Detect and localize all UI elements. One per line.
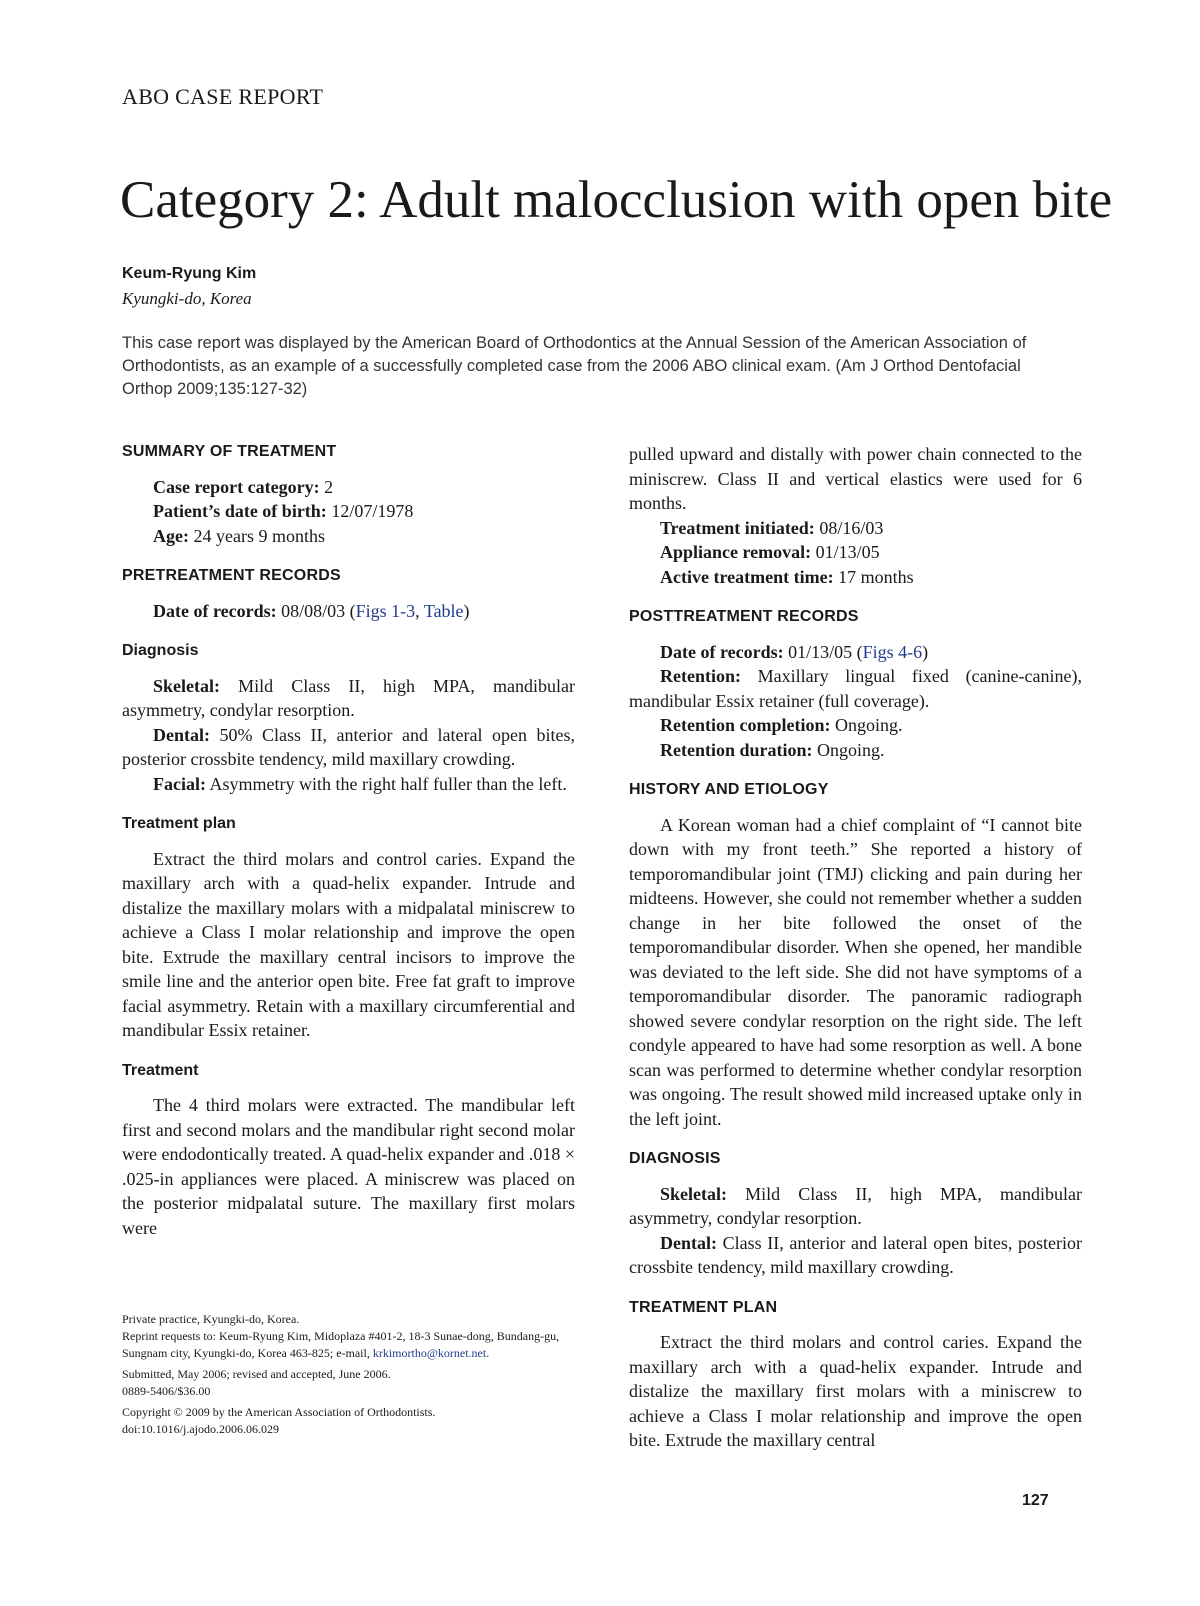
page-number: 127 bbox=[1022, 1492, 1049, 1509]
posttreatment-retention: Retention: Maxillary lingual fixed (canine-canine), mandibular Essix retainer (full coverage). bbox=[629, 666, 1082, 711]
right-column bbox=[629, 442, 1082, 1453]
summary-category: Case report category: 2 bbox=[153, 476, 334, 497]
active-treatment-time: Active treatment time: 17 months bbox=[660, 566, 914, 587]
footnotes bbox=[122, 1311, 577, 1438]
diagnosis-heading: DIAGNOSIS bbox=[629, 1150, 721, 1167]
diagnosis-dental-right: Dental: Class II, anterior and lateral open bites, posterior crossbite tendency, mild maxillary crowding. bbox=[629, 1232, 1082, 1277]
diagnosis-facial: Facial: Asymmetry with the right half fuller than the left. bbox=[153, 773, 567, 794]
treatment-initiated: Treatment initiated: 08/16/03 bbox=[660, 517, 884, 538]
history-text: A Korean woman had a chief complaint of “I cannot bite down with my front teeth.” She reported a history of temporomandibular joint (TMJ) clicking and pain during her midteens. However, she could not remember whether a sudden change in her bite followed the onset of the temporomandibular disorder. When she opened, her mandible was deviated to the left side. She did not have symptoms of a temporomandibular disorder. The panoramic radiograph showed severe condylar resorption on the right side. The left condyle appeared to have had some resorption as well. A bone scan was performed to determine whether condylar resorption was ongoing. The result showed mild increased uptake only in the left joint. bbox=[629, 814, 1082, 1129]
diagnosis-skeletal: Skeletal: Mild Class II, high MPA, mandibular asymmetry, condylar resorption. bbox=[122, 675, 575, 720]
footnote-reprint: Reprint requests to: Keum-Ryung Kim, Midoplaza #401-2, 18-3 Sunae-dong, Bundang-gu, Sungnam city, Kyungki-do, Korea 463-825; e-mail, krkimortho@kornet.net. bbox=[122, 1329, 560, 1360]
treatment-plan-heading: TREATMENT PLAN bbox=[629, 1298, 778, 1316]
author-name: Keum-Ryung Kim bbox=[122, 265, 257, 282]
treatment-plan-right-text: Extract the third molars and control caries. Expand the maxillary arch with a quad-helix expander. Intrude and distalize the maxillary first molars with a miniscrew to achieve a Class I molar relationship and improve the open bite. Extrude the maxillary central bbox=[629, 1332, 1082, 1450]
email-link[interactable]: krkimortho@kornet.net bbox=[372, 1346, 487, 1360]
figs-1-3-link[interactable]: Figs 1-3 bbox=[355, 600, 416, 621]
article-title: Category 2: Adult malocclusion with open bite bbox=[120, 171, 1113, 229]
history-heading: HISTORY AND ETIOLOGY bbox=[629, 781, 829, 798]
retention-duration: Retention duration: Ongoing. bbox=[660, 739, 885, 760]
summary-age: Age: 24 years 9 months bbox=[153, 525, 325, 546]
footnote-copyright: Copyright © 2009 by the American Association of Orthodontists. bbox=[122, 1405, 436, 1419]
posttreatment-heading: POSTTREATMENT RECORDS bbox=[629, 608, 859, 625]
pretreatment-date: Date of records: 08/08/03 (Figs 1-3, Table) bbox=[153, 600, 470, 621]
appliance-removal: Appliance removal: 01/13/05 bbox=[660, 542, 880, 562]
treatment-plan-text: Extract the third molars and control caries. Expand the maxillary arch with a quad-helix expander. Intrude and distalize the maxillary molars with a midpalatal miniscrew to achieve a Class I molar relationship and improve the open bite. Extrude the maxillary central incisors to improve the smile line and the anterior open bite. Free fat graft to improve facial asymmetry. Retain with a maxillary circumferential and mandibular Essix retainer. bbox=[122, 848, 575, 1040]
figs-4-6-link[interactable]: Figs 4-6 bbox=[862, 641, 923, 662]
summary-heading: SUMMARY OF TREATMENT bbox=[122, 443, 337, 460]
treatment-subheading: Treatment bbox=[122, 1061, 199, 1079]
diagnosis-subheading: Diagnosis bbox=[122, 642, 199, 659]
header-label: ABO CASE REPORT bbox=[122, 84, 324, 109]
treatment-plan-subheading: Treatment plan bbox=[122, 815, 236, 832]
pretreatment-heading: PRETREATMENT RECORDS bbox=[122, 567, 341, 584]
treatment-continued-text: pulled upward and distally with power chain connected to the miniscrew. Class II and vertical elastics were used for 6 months. bbox=[629, 444, 1082, 513]
footnote-submitted: Submitted, May 2006; revised and accepted, June 2006. bbox=[122, 1367, 391, 1381]
diagnosis-skeletal-right: Skeletal: Mild Class II, high MPA, mandibular asymmetry, condylar resorption. bbox=[629, 1183, 1082, 1228]
diagnosis-dental: Dental: 50% Class II, anterior and lateral open bites, posterior crossbite tendency, mild maxillary crowding. bbox=[122, 724, 575, 769]
author-affiliation: Kyungki-do, Korea bbox=[122, 289, 252, 308]
posttreatment-date: Date of records: 01/13/05 (Figs 4-6) bbox=[660, 641, 929, 662]
intro-text: This case report was displayed by the American Board of Orthodontics at the Annual Session of the American Association of Orthodontists, as an example of a successfully completed case from the 2006 ABO clinical exam. (Am J Orthod Dentofacial Orthop 2009;135:127-32) bbox=[122, 334, 1027, 398]
table-link[interactable]: Table bbox=[423, 600, 464, 621]
summary-dob: Patient’s date of birth: 12/07/1978 bbox=[153, 501, 414, 521]
left-column bbox=[122, 440, 575, 1240]
footnote-issn: 0889-5406/$36.00 bbox=[122, 1384, 211, 1398]
retention-completion: Retention completion: Ongoing. bbox=[660, 715, 903, 735]
treatment-text: The 4 third molars were extracted. The mandibular left first and second molars and the mandibular right second molar were endodontically treated. A quad-helix expander and .018 × .025-in appliances were placed. A miniscrew was placed on the posterior midpalatal suture. The maxillary first molars were bbox=[122, 1095, 575, 1238]
footnote-doi: doi:10.1016/j.ajodo.2006.06.029 bbox=[122, 1422, 279, 1436]
footnote-practice: Private practice, Kyungki-do, Korea. bbox=[122, 1312, 300, 1326]
